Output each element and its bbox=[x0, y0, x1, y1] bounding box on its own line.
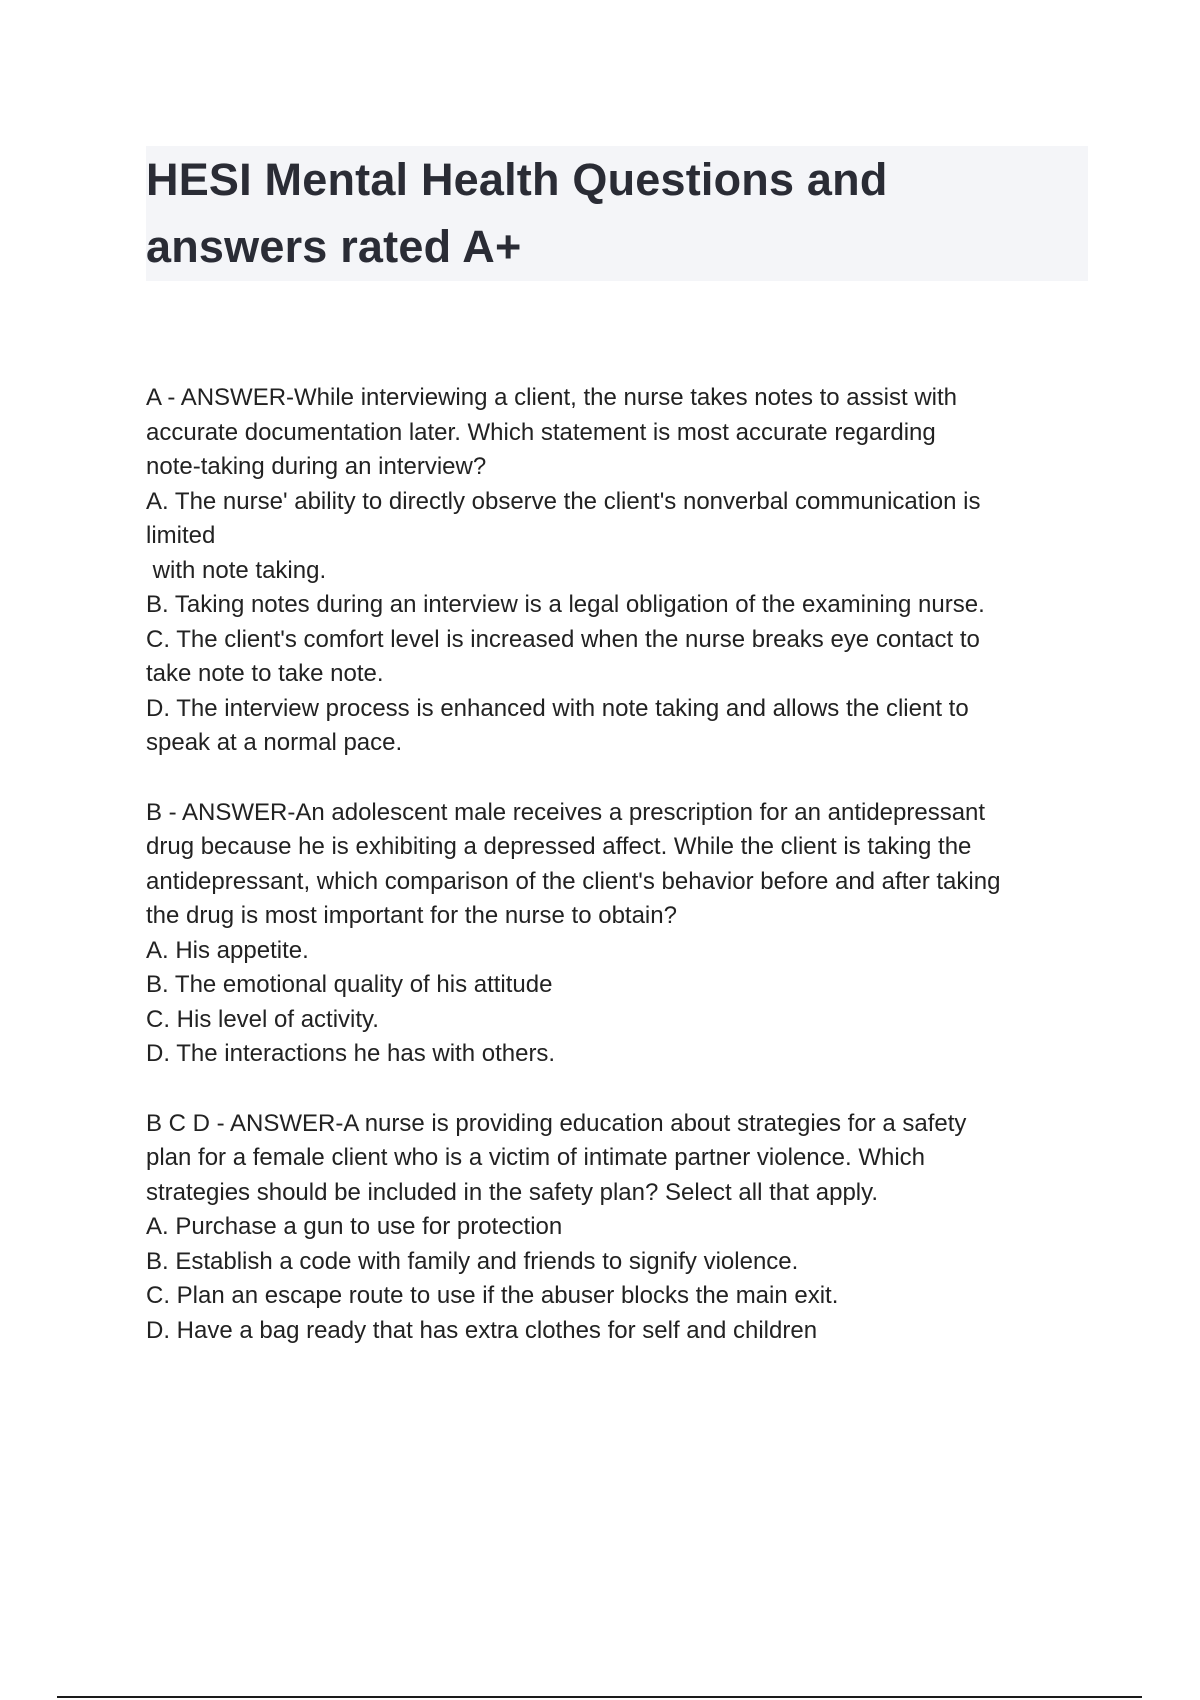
title-block bbox=[146, 146, 1088, 281]
question-block bbox=[146, 381, 1096, 761]
option-line: speak at a normal pace. bbox=[146, 729, 403, 756]
option-line: D. The interview process is enhanced with note taking and allows the client to bbox=[146, 694, 969, 722]
option-line: A. Purchase a gun to use for protection bbox=[146, 1213, 563, 1240]
text-line: plan for a female client who is a victim of intimate partner violence. Which bbox=[146, 1144, 926, 1171]
question-block bbox=[146, 1107, 1096, 1349]
document-title bbox=[146, 146, 1088, 280]
option-line: limited bbox=[146, 522, 216, 549]
text-line: A - ANSWER-While interviewing a client, the nurse takes notes to assist with bbox=[146, 384, 957, 411]
text-line: antidepressant, which comparison of the client's behavior before and after taking bbox=[146, 867, 1001, 895]
title-line: answers rated A+ bbox=[146, 221, 522, 272]
text-line: strategies should be included in the safety plan? Select all that apply. bbox=[146, 1178, 879, 1206]
option-line: with note taking. bbox=[146, 556, 327, 584]
text-line: B - ANSWER-An adolescent male receives a prescription for an antidepressant bbox=[146, 798, 986, 826]
text-line: the drug is most important for the nurse to obtain? bbox=[146, 902, 677, 929]
option-line: D. Have a bag ready that has extra clothes for self and children bbox=[146, 1316, 818, 1344]
option-line: take note to take note. bbox=[146, 660, 384, 687]
option-line: A. The nurse' ability to directly observe the client's nonverbal communication is bbox=[146, 487, 981, 515]
text-line: accurate documentation later. Which statement is most accurate regarding bbox=[146, 418, 936, 446]
option-line: C. His level of activity. bbox=[146, 1005, 379, 1033]
option-line: C. The client's comfort level is increased when the nurse breaks eye contact to bbox=[146, 625, 980, 653]
text-line: drug because he is exhibiting a depressed affect. While the client is taking the bbox=[146, 833, 972, 860]
title-line: HESI Mental Health Questions and bbox=[146, 154, 888, 205]
option-line: D. The interactions he has with others. bbox=[146, 1040, 556, 1067]
text-line: B C D - ANSWER-A nurse is providing education about strategies for a safety bbox=[146, 1109, 967, 1137]
option-line: C. Plan an escape route to use if the abuser blocks the main exit. bbox=[146, 1282, 839, 1309]
option-line: B. Taking notes during an interview is a legal obligation of the examining nurse. bbox=[146, 591, 985, 618]
option-line: B. The emotional quality of his attitude bbox=[146, 971, 553, 998]
footer-divider bbox=[57, 1696, 1142, 1698]
option-line: A. His appetite. bbox=[146, 936, 309, 964]
text-line: note-taking during an interview? bbox=[146, 453, 487, 480]
option-line: B. Establish a code with family and friends to signify violence. bbox=[146, 1247, 799, 1275]
question-block bbox=[146, 796, 1096, 1072]
questions-list bbox=[146, 381, 1096, 1383]
